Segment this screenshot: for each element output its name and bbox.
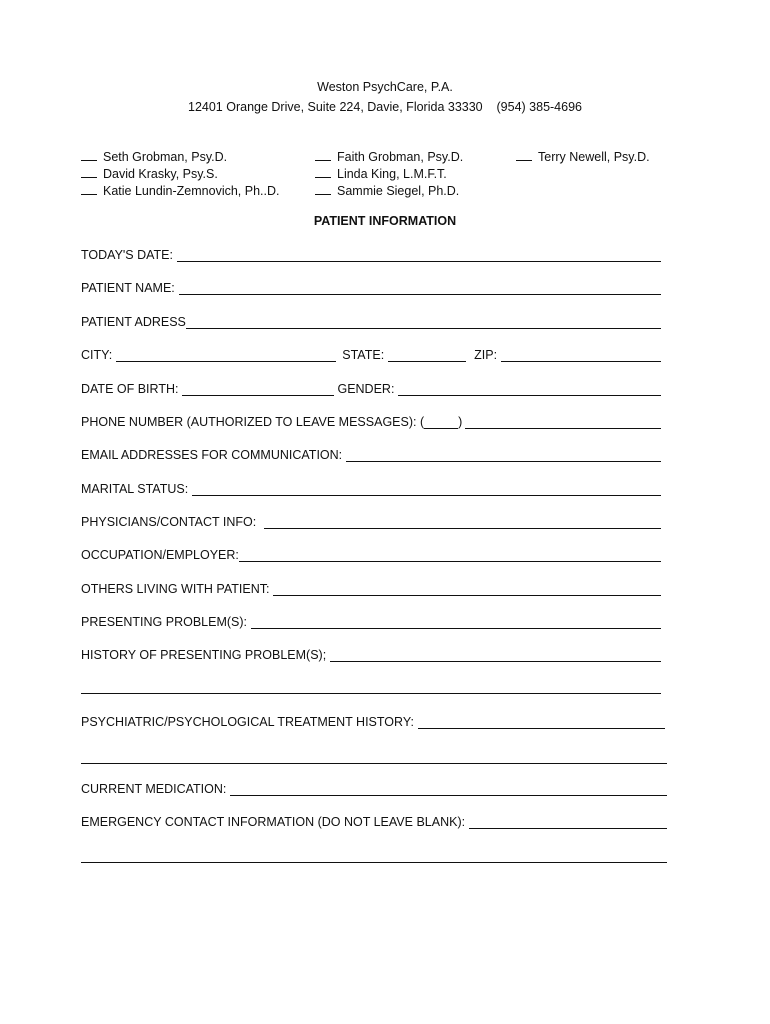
todays-date-field[interactable]: [177, 251, 661, 262]
provider-checkbox-katie-lundin[interactable]: [81, 184, 279, 198]
zip-label: ZIP:: [474, 348, 498, 362]
provider-name: Terry Newell, Psy.D.: [538, 150, 650, 164]
provider-checkbox-seth-grobman[interactable]: [81, 150, 227, 164]
provider-checkbox-david-krasky[interactable]: [81, 167, 218, 181]
dob-field[interactable]: [182, 385, 334, 396]
provider-checkbox-linda-king[interactable]: [315, 167, 447, 181]
practice-name: Weston PsychCare, P.A.: [317, 80, 453, 94]
medication-label: CURRENT MEDICATION:: [81, 782, 227, 796]
presenting-problem-field[interactable]: [251, 618, 661, 629]
emergency-contact-row: [81, 815, 667, 829]
emergency-contact-field[interactable]: [469, 818, 667, 829]
psych-history-field[interactable]: [418, 718, 665, 729]
history-field[interactable]: [330, 651, 661, 662]
provider-check-blank[interactable]: [81, 167, 97, 178]
email-label: EMAIL ADDRESSES FOR COMMUNICATION:: [81, 448, 343, 462]
section-title: PATIENT INFORMATION: [313, 214, 457, 228]
medication-row: [81, 782, 667, 796]
patient-name-row: [81, 281, 661, 295]
provider-check-blank[interactable]: [516, 150, 532, 161]
todays-date-label: TODAY'S DATE:: [81, 248, 173, 262]
occupation-row: [81, 548, 661, 562]
patient-address-label: PATIENT ADRESS: [81, 315, 186, 329]
presenting-problem-label: PRESENTING PROBLEM(S):: [81, 615, 247, 629]
city-field[interactable]: [116, 351, 336, 362]
dob-label: DATE OF BIRTH:: [81, 382, 179, 396]
provider-check-blank[interactable]: [81, 184, 97, 195]
provider-check-blank[interactable]: [81, 150, 97, 161]
psych-history-row: [81, 715, 665, 729]
city-label: CITY:: [81, 348, 113, 362]
state-label: STATE:: [342, 348, 385, 362]
occupation-field[interactable]: [239, 551, 661, 562]
phone-label: PHONE NUMBER (AUTHORIZED TO LEAVE MESSAGES): (: [81, 415, 425, 429]
occupation-label: OCCUPATION/EMPLOYER:: [81, 548, 239, 562]
marital-status-label: MARITAL STATUS:: [81, 482, 189, 496]
email-field[interactable]: [346, 451, 661, 462]
patient-address-row: [81, 315, 661, 329]
physicians-label: PHYSICIANS/CONTACT INFO:: [81, 515, 257, 529]
provider-name: David Krasky, Psy.S.: [103, 167, 218, 181]
others-living-row: [81, 582, 661, 596]
others-living-field[interactable]: [273, 585, 661, 596]
phone-row: [81, 415, 661, 429]
provider-check-blank[interactable]: [315, 167, 331, 178]
gender-label: GENDER:: [337, 382, 395, 396]
provider-check-blank[interactable]: [315, 150, 331, 161]
marital-status-row: [81, 482, 661, 496]
history-label: HISTORY OF PRESENTING PROBLEM(S);: [81, 648, 327, 662]
zip-field[interactable]: [501, 351, 661, 362]
history-row: [81, 648, 661, 662]
dob-gender-row: [81, 382, 661, 396]
provider-name: Sammie Siegel, Ph.D.: [337, 184, 460, 198]
provider-name: Faith Grobman, Psy.D.: [337, 150, 464, 164]
provider-name: Katie Lundin-Zemnovich, Ph..D.: [103, 184, 280, 198]
psych-history-label: PSYCHIATRIC/PSYCHOLOGICAL TREATMENT HISTORY:: [81, 715, 414, 729]
presenting-problem-row: [81, 615, 661, 629]
provider-checkbox-terry-newell[interactable]: [516, 150, 650, 164]
phone-area-code-field[interactable]: [424, 418, 458, 429]
physicians-field[interactable]: [264, 518, 661, 529]
phone-number-field[interactable]: [465, 418, 661, 429]
medication-field[interactable]: [230, 785, 667, 796]
todays-date-row: [81, 248, 661, 262]
history-field-line-2[interactable]: [81, 692, 661, 694]
email-row: [81, 448, 661, 462]
emergency-contact-field-line-2[interactable]: [81, 861, 667, 863]
phone-paren-close: ): [458, 415, 463, 429]
provider-checkbox-faith-grobman[interactable]: [315, 150, 463, 164]
others-living-label: OTHERS LIVING WITH PATIENT:: [81, 582, 270, 596]
provider-checkbox-sammie-siegel[interactable]: [315, 184, 459, 198]
practice-address-phone: 12401 Orange Drive, Suite 224, Davie, Florida 33330 (954) 385-4696: [188, 100, 582, 114]
city-state-zip-row: [81, 348, 661, 362]
emergency-contact-label: EMERGENCY CONTACT INFORMATION (DO NOT LEAVE BLANK):: [81, 815, 466, 829]
psych-history-field-line-2[interactable]: [81, 762, 667, 764]
marital-status-field[interactable]: [192, 485, 661, 496]
provider-name: Seth Grobman, Psy.D.: [103, 150, 228, 164]
patient-address-field[interactable]: [186, 318, 661, 329]
provider-check-blank[interactable]: [315, 184, 331, 195]
provider-name: Linda King, L.M.F.T.: [337, 167, 447, 181]
physicians-row: [81, 515, 661, 529]
patient-name-field[interactable]: [179, 284, 661, 295]
patient-name-label: PATIENT NAME:: [81, 281, 175, 295]
gender-field[interactable]: [398, 385, 661, 396]
state-field[interactable]: [388, 351, 466, 362]
